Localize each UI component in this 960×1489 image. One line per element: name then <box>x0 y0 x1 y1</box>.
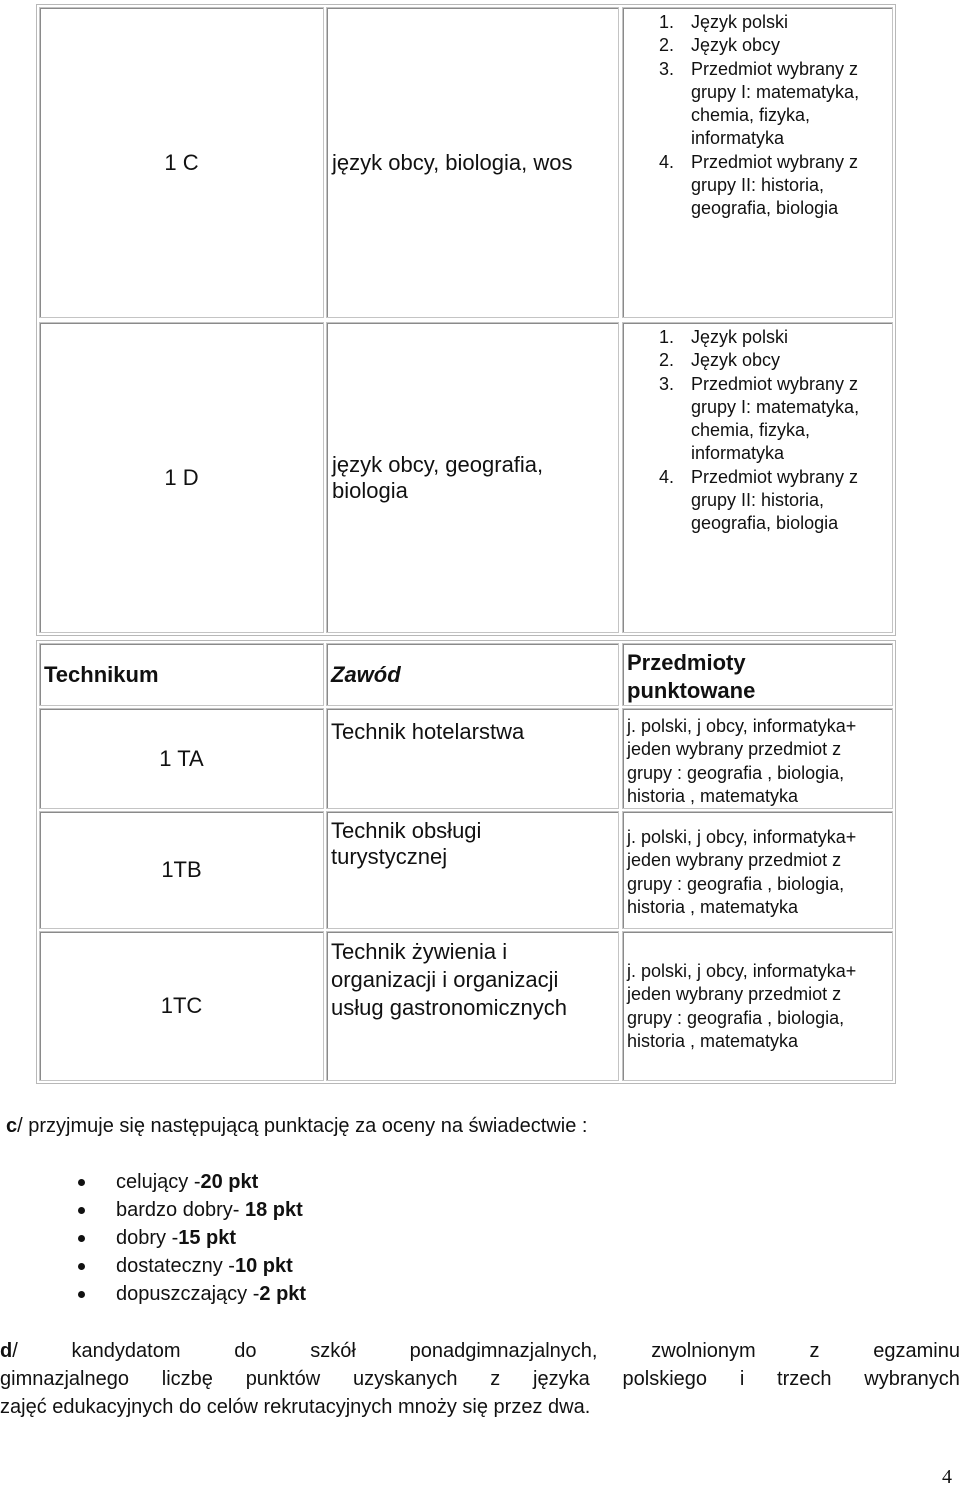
subjects-cell-1c <box>326 7 619 318</box>
grades-list <box>78 1168 306 1308</box>
subjects-cell-1d <box>326 322 619 633</box>
paragraph-line: gimnazjalnego liczbę punktów uzyskanych z języka polskiego i trzech wybranych <box>0 1368 960 1390</box>
class-cell-1c <box>39 7 324 318</box>
class-label: 1 D <box>164 464 199 490</box>
profession-text: Technik obsługi turystycznej <box>331 818 482 869</box>
paragraph-line: d/ kandydatom do szkół ponadgimnazjalnych, zwolnionym z egzaminu <box>0 1340 960 1362</box>
points-cell-1ta <box>622 708 893 809</box>
list-item: dostateczny -10 pkt <box>78 1252 306 1280</box>
class-cell-1ta <box>39 708 324 809</box>
profession-cell-1ta <box>326 708 619 809</box>
list-item: Przedmiot wybrany z grupy I: matematyka, chemia, fizyka, informatyka <box>691 373 860 464</box>
points-text: j. polski, j obcy, informatyka+ jeden wybrany przedmiot z grupy : geografia , biologia, historia , matematyka <box>627 716 857 806</box>
header-zawod <box>326 643 619 706</box>
class-cell-1d <box>39 322 324 633</box>
list-item: Przedmiot wybrany z grupy I: matematyka, chemia, fizyka, informatyka <box>691 58 860 149</box>
subject-list <box>659 11 861 221</box>
header-label: Przedmioty punktowane <box>627 650 756 703</box>
section-c-text: / przyjmuje się następującą punktację za oceny na świadectwie : <box>17 1115 588 1137</box>
header-label: Technikum <box>44 661 159 687</box>
list-item: celujący -20 pkt <box>78 1168 306 1196</box>
list-item: Język polski <box>691 12 789 32</box>
points-text: j. polski, j obcy, informatyka+ jeden wybrany przedmiot z grupy : geografia , biologia, historia , matematyka <box>627 961 857 1051</box>
class-cell-1tc <box>39 931 324 1081</box>
profession-cell-1tc <box>326 931 619 1081</box>
class-label: 1 TA <box>159 745 204 771</box>
list-item: Przedmiot wybrany z grupy II: historia, geografia, biologia <box>691 151 859 219</box>
list-item: Przedmiot wybrany z grupy II: historia, geografia, biologia <box>691 466 859 534</box>
subject-list <box>659 326 861 536</box>
section-letter: d <box>0 1340 13 1362</box>
list-item: Język obcy <box>691 350 781 371</box>
class-label: 1TB <box>161 857 202 882</box>
list-item: Język obcy <box>691 35 781 56</box>
header-przedmioty <box>622 643 893 706</box>
paragraph-line: zajęć edukacyjnych do celów rekrutacyjnych mnoży się przez dwa. <box>0 1396 591 1418</box>
list-cell-1c <box>622 7 893 318</box>
section-letter: c <box>6 1115 18 1137</box>
header-label: Zawód <box>331 661 401 687</box>
profession-text: Technik żywienia i organizacji i organizacji usług gastronomicznych <box>331 939 568 1020</box>
points-text: j. polski, j obcy, informatyka+ jeden wybrany przedmiot z grupy : geografia , biologia, historia , matematyka <box>627 827 857 917</box>
profession-text: Technik hotelarstwa <box>331 719 525 744</box>
page-number: 4 <box>942 1466 952 1488</box>
list-item: bardzo dobry- 18 pkt <box>78 1196 306 1224</box>
class-label: 1TC <box>160 993 203 1018</box>
list-item: dobry -15 pkt <box>78 1224 306 1252</box>
subjects-text: język obcy, biologia, wos <box>332 149 573 175</box>
section-d-paragraph <box>0 1337 960 1421</box>
points-cell-1tb <box>622 811 893 929</box>
list-item: Język polski <box>691 327 789 347</box>
header-technikum <box>39 643 324 706</box>
class-label: 1 C <box>164 149 199 175</box>
list-cell-1d <box>622 322 893 633</box>
points-cell-1tc <box>622 931 893 1081</box>
profession-cell-1tb <box>326 811 619 929</box>
section-c-heading <box>6 1112 587 1140</box>
list-item: dopuszczający -2 pkt <box>78 1280 306 1308</box>
class-cell-1tb <box>39 811 324 929</box>
subjects-text: język obcy, geografia, biologia <box>332 451 544 503</box>
